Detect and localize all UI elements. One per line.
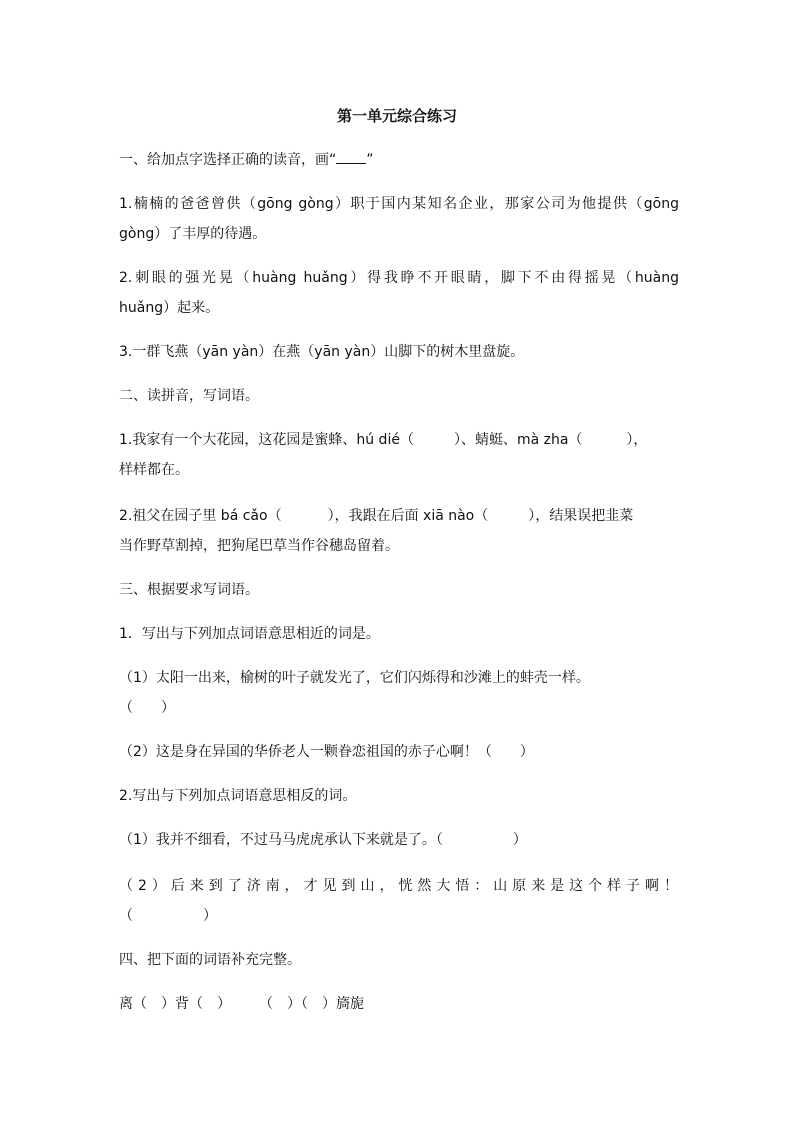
s2-q2-part-b: ），我跟在后面 xiā nào（ — [327, 508, 489, 524]
section3-heading: 三、根据要求写词语。 — [119, 582, 259, 598]
s3-sub2-q2-line2[interactable]: （ ） — [119, 908, 217, 924]
s2-q2-line1 — [119, 504, 679, 528]
s3-sub2-q2-line1: （2）后来到了济南，才见到山，恍然大悟：山原来是这个样子啊！ — [119, 878, 679, 894]
s2-q1-line2: 样样都在。 — [119, 462, 189, 478]
s3-sub1-q1-line2[interactable]: （ ） — [119, 700, 175, 716]
s2-q1-part-a: 1.我家有一个大花园，这花园是蜜蜂、hú dié（ — [119, 432, 414, 448]
s2-q2-part-c: ），结果误把韭菜 — [528, 508, 634, 524]
s2-q2-part-a: 2.祖父在园子里 bá cǎo（ — [119, 508, 282, 524]
s1-q3-line1: 3.一群飞燕（yān yàn）在燕（yān yàn）山脚下的树木里盘旋。 — [119, 344, 525, 360]
section1-heading-close: ” — [366, 152, 374, 168]
section4-heading: 四、把下面的词语补充完整。 — [119, 952, 301, 968]
s3-sub1-heading: 1．写出与下列加点词语意思相近的词是。 — [119, 626, 380, 642]
s1-q1-line1: 1.楠楠的爸爸曾供（gōng gòng）职于国内某知名企业，那家公司为他提供（gōng — [119, 196, 679, 212]
s3-sub2-q1: （1）我并不细看，不过马马虎虎承认下来就是了。（ ） — [119, 832, 527, 848]
s1-q2-line2: huǎng）起来。 — [119, 300, 220, 316]
s2-q1-part-b: ）、蜻蜓、mà zha（ — [453, 432, 583, 448]
s3-sub1-q1-line1: （1）太阳一出来，榆树的叶子就发光了，它们闪烁得和沙滩上的蚌壳一样。 — [119, 670, 590, 686]
s2-q1-part-c: ）， — [626, 432, 648, 448]
s3-sub2-heading: 2.写出与下列加点词语意思相反的词。 — [119, 788, 357, 804]
s1-q2-line1: 2.刺眼的强光晃（huàng huǎng）得我睁不开眼睛，脚下不由得摇晃（huàng — [119, 270, 679, 286]
s4-items-line: 离（ ）背（ ） （ ）（ ）旖旎 — [119, 996, 364, 1012]
section2-heading: 二、读拼音，写词语。 — [119, 388, 259, 404]
section1-heading-text: 一、给加点字选择正确的读音，画“ — [119, 152, 337, 168]
s3-sub1-q2: （2）这是身在异国的华侨老人一颗眷恋祖国的赤子心啊！（ ） — [119, 744, 534, 760]
s2-q1-line1 — [119, 428, 679, 452]
page-title: 第一单元综合练习 — [336, 107, 457, 125]
s1-q1-line2: gòng）了丰厚的待遇。 — [119, 226, 267, 242]
s2-q2-line2: 当作野草割掉，把狗尾巴草当作谷穗岛留着。 — [119, 538, 399, 554]
underline-sample — [336, 149, 366, 164]
section1-heading — [119, 148, 679, 172]
